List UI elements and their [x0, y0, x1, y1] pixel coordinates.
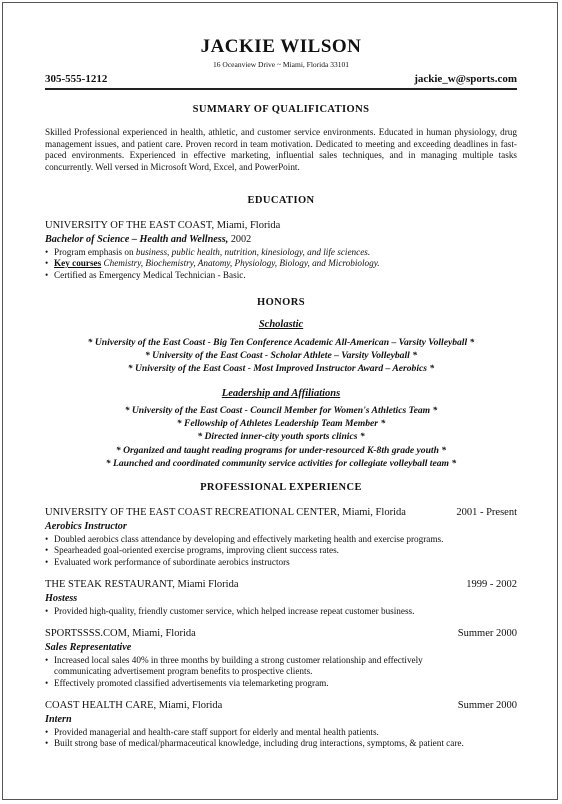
- header-divider: [45, 88, 517, 90]
- summary-text: Skilled Professional experienced in health, athletic, and customer service environments. Educated in human physiology, drug management issues, and patient care. Proven record in team motivation. Dedicated to meeting and exceeding deadlines in fast-paced environments. Experienced in effective marketing, influential sales techniques, and in managing multiple tasks concurrently. Well versed in Microsoft Word, Excel, and PowerPoint.: [45, 127, 517, 172]
- list-item: • Built strong base of medical/pharmaceutical knowledge, including drug interactions, symptoms, & patient care.: [45, 738, 464, 749]
- leadership-list: [0, 404, 562, 470]
- job-dates: Summer 2000: [457, 628, 517, 639]
- list-item: • Program emphasis on business, public health, nutrition, kinesiology, and life sciences.: [45, 247, 380, 258]
- list-item: * Launched and coordinated community service activities for collegiate volleyball team *: [105, 457, 457, 469]
- job-employer: UNIVERSITY OF THE EAST COAST RECREATIONAL CENTER, Miami, Florida 2001 - Present: [45, 507, 517, 518]
- list-item: * Directed inner-city youth sports clinics *: [197, 431, 365, 443]
- phone: 305-555-1212: [45, 73, 108, 85]
- education-degree: [45, 234, 251, 245]
- list-item: * University of the East Coast - Big Ten Conference Academic All-American – Varsity Volleyball *: [87, 337, 475, 348]
- job-title: Intern: [45, 714, 72, 725]
- honors-heading: HONORS: [257, 297, 305, 308]
- job-bullets: [45, 534, 443, 568]
- list-item: • Effectively promoted classified advertisements via telemarketing program.: [45, 678, 423, 689]
- list-item: * Fellowship of Athletes Leadership Team Member *: [176, 418, 386, 430]
- job-dates: 1999 - 2002: [466, 579, 517, 590]
- list-item: • Certified as Emergency Medical Technician - Basic.: [45, 270, 380, 281]
- list-item: * University of the East Coast - Scholar Athlete – Varsity Volleyball *: [144, 350, 417, 362]
- job-employer: THE STEAK RESTAURANT, Miami Florida 1999 - 2002: [45, 579, 517, 590]
- scholastic-list: [0, 336, 562, 376]
- list-item: * Organized and taught reading programs for under-resourced K-8th grade youth *: [115, 444, 447, 456]
- list-item: * University of the East Coast - Council Member for Women's Athletics Team *: [124, 405, 438, 416]
- list-item: • Key courses Chemistry, Biochemistry, Anatomy, Physiology, Biology, and Microbiology.: [45, 258, 380, 269]
- list-item: • Spearheaded goal-oriented exercise programs, improving client success rates.: [45, 545, 443, 556]
- job-dates: 2001 - Present: [456, 507, 517, 518]
- job-bullets: [45, 727, 464, 750]
- job-employer: SPORTSSSS.COM, Miami, Florida Summer 2000: [45, 628, 517, 639]
- education-school: UNIVERSITY OF THE EAST COAST, Miami, Florida: [45, 220, 281, 231]
- job-dates: Summer 2000: [457, 700, 517, 711]
- list-item: • Provided managerial and health-care staff support for elderly and mental health patients.: [45, 727, 464, 738]
- list-item: • Provided high-quality, friendly customer service, which helped increase repeat customer business.: [45, 606, 414, 617]
- job-bullets: [45, 655, 423, 689]
- degree-year: 2002: [230, 234, 252, 245]
- summary-heading: SUMMARY OF QUALIFICATIONS: [192, 104, 370, 115]
- education-heading: EDUCATION: [247, 195, 315, 206]
- leadership-heading: Leadership and Affiliations: [221, 388, 341, 399]
- list-item: • Increased local sales 40% in three months by building a strong customer relationship and effectively: [45, 655, 423, 666]
- job-employer: COAST HEALTH CARE, Miami, Florida Summer 2000: [45, 700, 517, 711]
- degree-name: Bachelor of Science – Health and Wellness,: [45, 234, 229, 245]
- education-bullets: [45, 247, 380, 281]
- job-title: Sales Representative: [45, 642, 132, 653]
- scholastic-heading: Scholastic: [258, 319, 304, 330]
- list-item: communicating advertisement program benefits to prospective clients.: [54, 666, 313, 677]
- job-bullets: [45, 606, 414, 617]
- job-title: Aerobics Instructor: [45, 521, 127, 532]
- job-title: Hostess: [45, 593, 78, 604]
- email: jackie_w@sports.com: [414, 73, 517, 85]
- candidate-name: JACKIE WILSON: [200, 36, 362, 57]
- list-item: • Evaluated work performance of subordinate aerobics instructors: [45, 557, 443, 568]
- experience-heading: PROFESSIONAL EXPERIENCE: [200, 482, 362, 493]
- list-item: • Doubled aerobics class attendance by developing and effectively marketing health and exercise programs.: [45, 534, 443, 545]
- list-item: * University of the East Coast - Most Improved Instructor Award – Aerobics *: [127, 363, 435, 375]
- contact-row: [45, 73, 517, 87]
- address: 16 Oceanview Drive ~ Miami, Florida 33101: [213, 60, 349, 69]
